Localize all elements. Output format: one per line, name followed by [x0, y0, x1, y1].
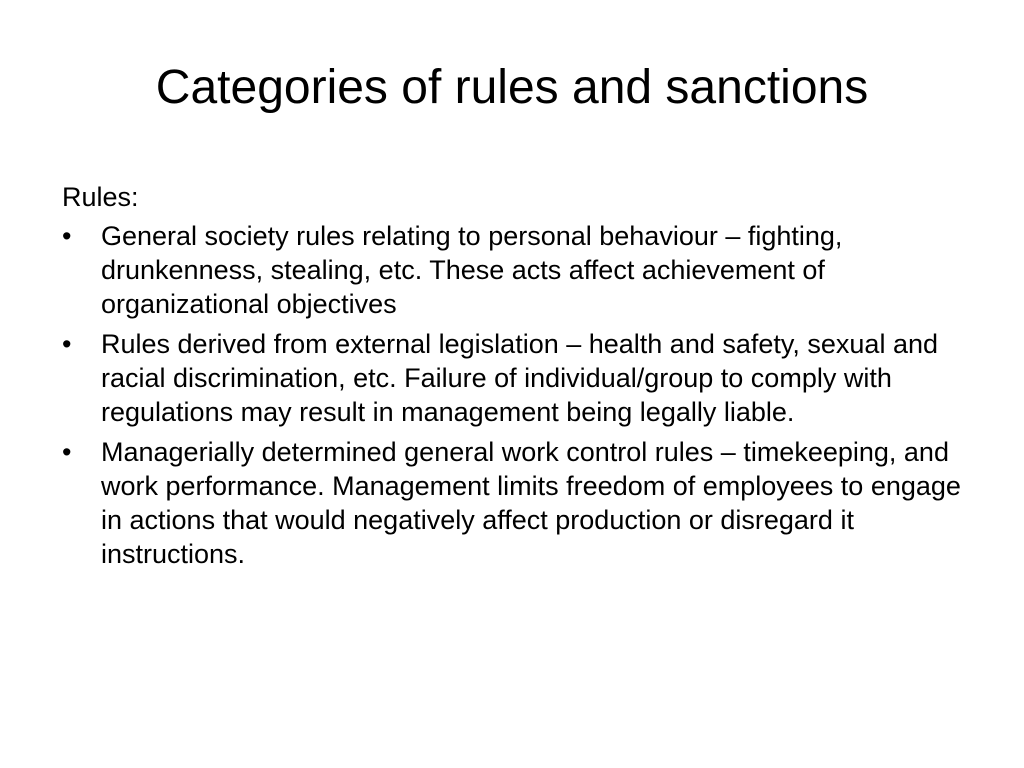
bullet-icon: •	[62, 221, 72, 251]
bullet-text: General society rules relating to personal behaviour – fighting, drunkenness, stealing, etc. These acts affect achievement of organizational objectives	[101, 221, 843, 319]
slide-body	[62, 180, 962, 577]
list-item	[62, 435, 962, 571]
intro-label: Rules:	[62, 182, 139, 212]
bullet-text: Rules derived from external legislation – health and safety, sexual and racial discrimination, etc. Failure of individual/group to comply with regulations may result in management being legally liable.	[101, 329, 938, 427]
list-item	[62, 327, 962, 429]
bullet-icon: •	[62, 437, 72, 467]
bullet-text: Managerially determined general work control rules – timekeeping, and work performance. Management limits freedom of employees to engage in actions that would negatively affect production or disregard it instructions.	[101, 437, 961, 569]
slide-title: Categories of rules and sanctions	[155, 61, 869, 114]
bullet-list	[62, 219, 962, 571]
list-item	[62, 219, 962, 321]
bullet-icon: •	[62, 329, 72, 359]
